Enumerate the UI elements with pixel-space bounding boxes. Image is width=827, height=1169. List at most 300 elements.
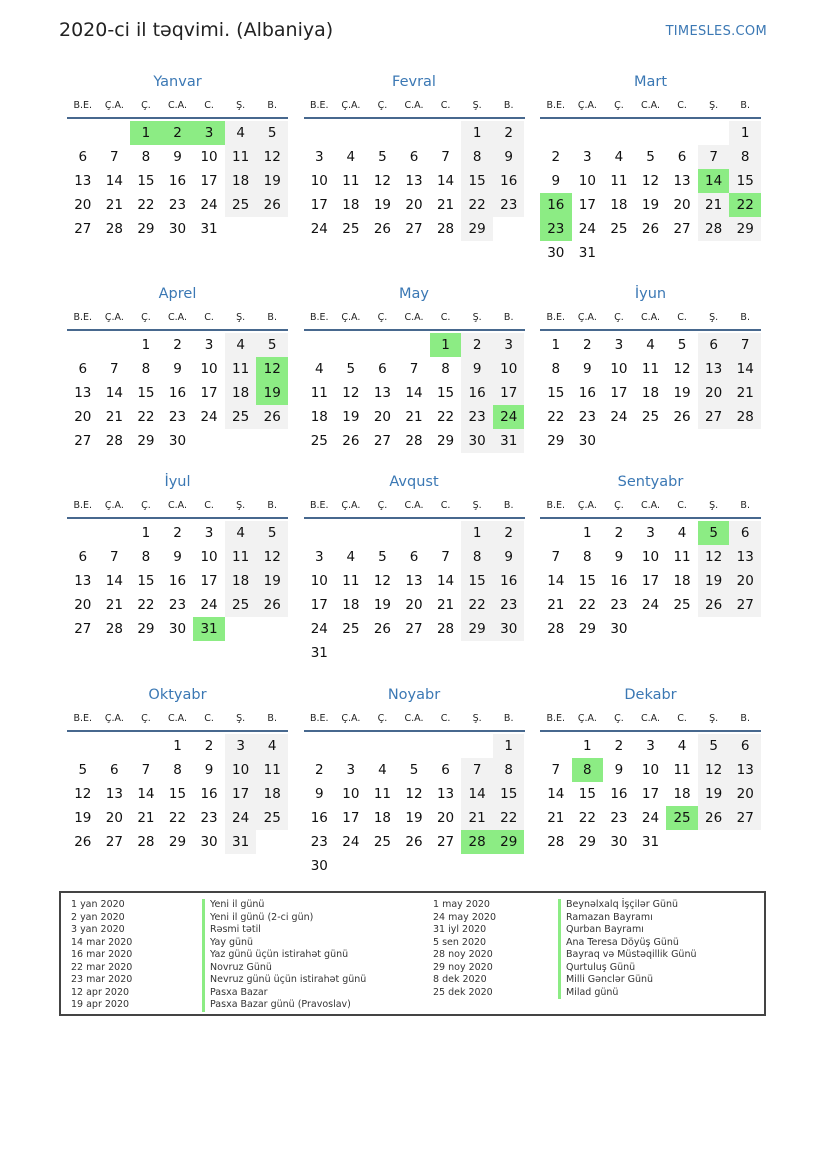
day-cell: 23 xyxy=(578,409,596,425)
day-cell: 15 xyxy=(137,173,155,189)
holiday-day-cell: 28 xyxy=(461,830,493,854)
legend-holiday-name: Yeni il günü (2-ci gün) xyxy=(202,912,417,925)
legend-holiday-name: Ramazan Bayramı xyxy=(558,912,773,925)
weekday-label: C. xyxy=(440,311,451,323)
day-cell: 21 xyxy=(547,597,565,613)
day-cell: 24 xyxy=(610,409,628,425)
day-cell: 17 xyxy=(493,381,525,405)
legend-holiday-name: Milad günü xyxy=(558,987,773,1000)
weekday-label: C.A. xyxy=(640,499,660,511)
day-cell: 2 xyxy=(551,149,561,165)
day-cell: 11 xyxy=(342,173,360,189)
day-cell: 8 xyxy=(583,549,592,565)
weekday-label: B. xyxy=(267,99,277,111)
day-cell: 9 xyxy=(583,361,592,377)
day-cell: 11 xyxy=(256,758,288,782)
empty-cell xyxy=(67,333,99,357)
day-cell: 9 xyxy=(493,545,525,569)
day-cell: 25 xyxy=(310,433,328,449)
holiday-day-cell: 8 xyxy=(572,758,604,782)
day-cell: 6 xyxy=(378,361,387,377)
day-cell: 17 xyxy=(578,197,596,213)
day-cell: 15 xyxy=(436,385,455,401)
day-cell: 2 xyxy=(173,337,182,353)
day-cell: 9 xyxy=(173,149,182,165)
days-grid xyxy=(304,121,525,241)
day-cell: 7 xyxy=(110,149,119,165)
empty-cell xyxy=(304,121,336,145)
day-cell: 29 xyxy=(578,834,596,850)
day-cell: 6 xyxy=(409,549,419,565)
day-cell: 25 xyxy=(610,221,628,237)
weekday-label: C. xyxy=(677,499,687,511)
day-cell: 23 xyxy=(610,597,628,613)
day-cell: 18 xyxy=(373,810,392,826)
day-cell: 10 xyxy=(641,549,660,565)
weekday-label: Ç. xyxy=(614,311,624,323)
day-cell: 24 xyxy=(342,834,360,850)
weekday-label: Ş. xyxy=(472,99,482,111)
day-cell: 23 xyxy=(493,593,525,617)
day-cell: 21 xyxy=(461,806,493,830)
day-cell: 30 xyxy=(547,245,565,261)
day-cell: 12 xyxy=(373,573,392,589)
day-cell: 24 xyxy=(200,597,218,613)
month-name: May xyxy=(399,286,429,302)
day-cell: 18 xyxy=(342,597,360,613)
day-cell: 17 xyxy=(200,173,218,189)
day-cell: 28 xyxy=(729,405,761,429)
day-cell: 21 xyxy=(436,597,455,613)
month-i̇yul xyxy=(67,471,288,684)
weekday-label: B.E. xyxy=(73,99,93,111)
empty-cell xyxy=(335,521,367,545)
day-cell: 12 xyxy=(256,545,288,569)
empty-cell xyxy=(461,734,493,758)
day-cell: 30 xyxy=(200,834,218,850)
empty-cell xyxy=(572,121,604,145)
day-cell: 22 xyxy=(168,810,187,826)
day-cell: 29 xyxy=(168,834,187,850)
day-cell: 17 xyxy=(225,782,257,806)
empty-cell xyxy=(666,121,698,145)
day-cell: 26 xyxy=(641,221,660,237)
legend-date: 14 mar 2020 xyxy=(71,936,133,948)
weekday-label: B. xyxy=(503,311,514,323)
day-cell: 26 xyxy=(373,621,392,637)
weekday-label: C. xyxy=(204,499,214,511)
days-grid xyxy=(67,734,288,854)
day-cell: 18 xyxy=(225,169,257,193)
day-cell: 6 xyxy=(78,149,88,165)
day-cell: 25 xyxy=(342,621,360,637)
day-cell: 18 xyxy=(673,786,691,802)
day-cell: 7 xyxy=(461,758,493,782)
day-cell: 17 xyxy=(342,810,360,826)
empty-cell xyxy=(67,521,99,545)
legend-date: 12 apr 2020 xyxy=(71,986,130,998)
day-cell: 7 xyxy=(551,762,561,778)
day-cell: 14 xyxy=(137,786,155,802)
day-cell: 29 xyxy=(137,433,155,449)
weekday-label: Ş. xyxy=(472,499,482,511)
holiday-day-cell: 16 xyxy=(540,193,572,217)
empty-cell xyxy=(304,333,336,357)
day-cell: 5 xyxy=(677,337,687,353)
day-cell: 27 xyxy=(729,806,761,830)
day-cell: 9 xyxy=(551,173,561,189)
weekday-label: B. xyxy=(267,499,277,511)
day-cell: 13 xyxy=(74,385,92,401)
legend-holiday-name: Pasxa Bazar xyxy=(202,987,417,1000)
weekday-label: C.A. xyxy=(404,99,424,111)
day-cell: 4 xyxy=(314,361,324,377)
day-cell: 20 xyxy=(373,409,392,425)
day-cell: 17 xyxy=(641,786,660,802)
weekday-label: C.A. xyxy=(404,311,424,323)
legend-date: 5 sen 2020 xyxy=(433,936,487,948)
day-cell: 14 xyxy=(105,385,123,401)
day-cell: 9 xyxy=(204,762,214,778)
day-cell: 12 xyxy=(373,173,392,189)
day-cell: 30 xyxy=(578,433,596,449)
legend-holiday-name: Ana Teresa Döyüş Günü xyxy=(558,937,773,950)
empty-cell xyxy=(367,521,399,545)
day-cell: 13 xyxy=(74,573,92,589)
weekday-label: B.E. xyxy=(546,99,566,111)
day-cell: 20 xyxy=(729,569,761,593)
month-name: Noyabr xyxy=(387,687,441,703)
day-cell: 18 xyxy=(673,573,691,589)
day-cell: 3 xyxy=(646,738,655,754)
page-title: 2020-ci il təqvimi. (Albaniya) xyxy=(59,19,334,41)
day-cell: 29 xyxy=(578,621,596,637)
day-cell: 27 xyxy=(698,405,730,429)
empty-cell xyxy=(304,734,336,758)
legend-holiday-name: Milli Gənclər Günü xyxy=(558,974,773,987)
empty-cell xyxy=(99,521,131,545)
day-cell: 7 xyxy=(698,145,730,169)
month-fevral xyxy=(304,71,525,283)
day-cell: 19 xyxy=(673,385,691,401)
empty-cell xyxy=(540,521,572,545)
weekday-header xyxy=(304,706,525,732)
weekday-label: Ç.A. xyxy=(341,99,361,111)
weekday-label: Ş. xyxy=(709,712,719,724)
holiday-day-cell: 1 xyxy=(430,333,462,357)
day-cell: 1 xyxy=(141,337,151,353)
day-cell: 7 xyxy=(141,762,151,778)
weekday-header xyxy=(540,305,761,331)
holiday-day-cell: 24 xyxy=(493,405,525,429)
day-cell: 23 xyxy=(200,810,218,826)
weekday-header xyxy=(67,706,288,732)
day-cell: 1 xyxy=(551,337,561,353)
day-cell: 26 xyxy=(256,193,288,217)
month-sentyabr xyxy=(540,471,761,684)
day-cell: 11 xyxy=(225,145,257,169)
empty-cell xyxy=(398,734,430,758)
day-cell: 27 xyxy=(373,433,392,449)
weekday-label: Ş. xyxy=(709,499,719,511)
weekday-label: C.A. xyxy=(167,499,187,511)
day-cell: 22 xyxy=(493,806,525,830)
day-cell: 9 xyxy=(314,786,324,802)
day-cell: 3 xyxy=(646,525,655,541)
day-cell: 22 xyxy=(547,409,565,425)
day-cell: 9 xyxy=(461,357,493,381)
day-cell: 19 xyxy=(74,810,92,826)
day-cell: 27 xyxy=(74,621,92,637)
empty-cell xyxy=(99,121,131,145)
weekday-label: Ş. xyxy=(709,99,719,111)
empty-cell xyxy=(367,734,399,758)
day-cell: 14 xyxy=(729,357,761,381)
empty-cell xyxy=(698,121,730,145)
day-cell: 18 xyxy=(225,569,257,593)
month-dekabr xyxy=(540,684,761,872)
day-cell: 28 xyxy=(105,621,123,637)
weekday-label: Ç.A. xyxy=(341,311,361,323)
month-mart xyxy=(540,71,761,283)
day-cell: 21 xyxy=(105,409,123,425)
day-cell: 15 xyxy=(137,573,155,589)
month-name: Yanvar xyxy=(153,74,202,90)
day-cell: 13 xyxy=(729,758,761,782)
empty-cell xyxy=(398,333,430,357)
day-cell: 15 xyxy=(547,385,565,401)
weekday-label: C.A. xyxy=(167,311,187,323)
day-cell: 21 xyxy=(137,810,155,826)
month-may xyxy=(304,283,525,471)
day-cell: 23 xyxy=(493,193,525,217)
day-cell: 1 xyxy=(583,525,592,541)
day-cell: 28 xyxy=(405,433,423,449)
day-cell: 26 xyxy=(698,593,730,617)
day-cell: 7 xyxy=(729,333,761,357)
day-cell: 25 xyxy=(373,834,392,850)
holiday-day-cell: 25 xyxy=(666,806,698,830)
day-cell: 7 xyxy=(110,361,119,377)
weekday-label: C. xyxy=(204,712,214,724)
day-cell: 7 xyxy=(409,361,419,377)
day-cell: 11 xyxy=(342,573,360,589)
day-cell: 1 xyxy=(583,738,592,754)
day-cell: 8 xyxy=(141,549,151,565)
day-cell: 15 xyxy=(461,569,493,593)
day-cell: 2 xyxy=(314,762,324,778)
day-cell: 28 xyxy=(436,621,455,637)
weekday-header xyxy=(540,93,761,119)
day-cell: 5 xyxy=(256,121,288,145)
day-cell: 26 xyxy=(673,409,691,425)
day-cell: 7 xyxy=(441,549,450,565)
day-cell: 3 xyxy=(614,337,624,353)
day-cell: 20 xyxy=(74,409,92,425)
legend-date: 29 noy 2020 xyxy=(433,961,493,973)
legend-date: 31 iyl 2020 xyxy=(433,924,487,936)
day-cell: 3 xyxy=(225,734,257,758)
holiday-day-cell: 22 xyxy=(729,193,761,217)
day-cell: 29 xyxy=(547,433,565,449)
holiday-day-cell: 23 xyxy=(540,217,572,241)
day-cell: 12 xyxy=(673,361,691,377)
day-cell: 8 xyxy=(551,361,561,377)
weekday-label: B.E. xyxy=(73,311,93,323)
weekday-label: B.E. xyxy=(310,99,329,111)
days-grid xyxy=(540,121,761,265)
day-cell: 12 xyxy=(74,786,92,802)
month-name: Dekabr xyxy=(624,687,677,703)
day-cell: 9 xyxy=(173,361,182,377)
day-cell: 16 xyxy=(493,169,525,193)
weekday-label: Ç. xyxy=(377,311,388,323)
day-cell: 13 xyxy=(405,573,423,589)
day-cell: 16 xyxy=(493,569,525,593)
day-cell: 28 xyxy=(137,834,155,850)
weekday-label: C. xyxy=(440,99,451,111)
day-cell: 7 xyxy=(441,149,450,165)
days-grid xyxy=(540,521,761,641)
day-cell: 14 xyxy=(547,573,565,589)
day-cell: 8 xyxy=(141,361,151,377)
day-cell: 2 xyxy=(583,337,592,353)
day-cell: 18 xyxy=(610,197,628,213)
day-cell: 10 xyxy=(310,173,328,189)
day-cell: 2 xyxy=(493,521,525,545)
day-cell: 28 xyxy=(436,221,455,237)
weekday-label: Ç.A. xyxy=(577,499,597,511)
day-cell: 12 xyxy=(698,545,730,569)
weekday-label: B. xyxy=(740,311,750,323)
day-cell: 21 xyxy=(698,193,730,217)
days-grid xyxy=(304,333,525,453)
legend-holiday-name: Nevruz günü üçün istirahət günü xyxy=(202,974,417,987)
weekday-label: Ş. xyxy=(236,712,246,724)
day-cell: 22 xyxy=(578,597,596,613)
holiday-legend xyxy=(59,891,766,1016)
weekday-label: Ç. xyxy=(377,99,388,111)
day-cell: 4 xyxy=(346,149,356,165)
weekday-label: C. xyxy=(677,311,687,323)
weekday-label: B.E. xyxy=(73,712,93,724)
day-cell: 19 xyxy=(373,197,392,213)
empty-cell xyxy=(635,121,667,145)
legend-date: 1 yan 2020 xyxy=(71,899,125,910)
weekday-label: Ç.A. xyxy=(577,712,597,724)
day-cell: 23 xyxy=(310,834,328,850)
weekday-label: Ç.A. xyxy=(104,311,124,323)
day-cell: 28 xyxy=(547,621,565,637)
day-cell: 15 xyxy=(578,786,596,802)
day-cell: 5 xyxy=(256,333,288,357)
empty-cell xyxy=(430,734,462,758)
day-cell: 6 xyxy=(78,549,88,565)
weekday-label: Ç.A. xyxy=(577,99,597,111)
day-cell: 17 xyxy=(200,385,218,401)
day-cell: 2 xyxy=(461,333,493,357)
empty-cell xyxy=(335,333,367,357)
day-cell: 9 xyxy=(493,145,525,169)
day-cell: 2 xyxy=(493,121,525,145)
weekday-header xyxy=(304,93,525,119)
weekday-header xyxy=(540,493,761,519)
day-cell: 9 xyxy=(614,762,624,778)
month-name: Sentyabr xyxy=(617,474,684,490)
day-cell: 10 xyxy=(225,758,257,782)
day-cell: 13 xyxy=(405,173,423,189)
day-cell: 20 xyxy=(405,597,423,613)
day-cell: 18 xyxy=(641,385,660,401)
day-cell: 8 xyxy=(441,361,450,377)
legend-right-names xyxy=(558,899,773,999)
day-cell: 17 xyxy=(610,385,628,401)
empty-cell xyxy=(130,734,162,758)
day-cell: 12 xyxy=(698,758,730,782)
day-cell: 24 xyxy=(200,409,218,425)
day-cell: 13 xyxy=(698,357,730,381)
day-cell: 16 xyxy=(168,573,187,589)
day-cell: 11 xyxy=(225,545,257,569)
day-cell: 29 xyxy=(137,221,155,237)
day-cell: 15 xyxy=(578,573,596,589)
day-cell: 3 xyxy=(204,525,214,541)
day-cell: 19 xyxy=(698,569,730,593)
legend-holiday-name: Bayraq və Müstəqillik Günü xyxy=(558,949,773,962)
empty-cell xyxy=(367,121,399,145)
day-cell: 8 xyxy=(493,758,525,782)
weekday-header xyxy=(540,706,761,732)
day-cell: 30 xyxy=(493,617,525,641)
day-cell: 26 xyxy=(405,834,423,850)
day-cell: 22 xyxy=(137,197,155,213)
day-cell: 18 xyxy=(225,381,257,405)
weekday-label: C.A. xyxy=(404,712,424,724)
day-cell: 6 xyxy=(110,762,119,778)
day-cell: 3 xyxy=(346,762,356,778)
holiday-day-cell: 31 xyxy=(193,617,225,641)
day-cell: 10 xyxy=(200,149,218,165)
legend-holiday-name: Yay günü xyxy=(202,937,417,950)
days-grid xyxy=(67,333,288,453)
day-cell: 19 xyxy=(373,597,392,613)
empty-cell xyxy=(540,734,572,758)
legend-left-names xyxy=(202,899,417,1012)
weekday-label: B. xyxy=(740,499,750,511)
day-cell: 26 xyxy=(373,221,392,237)
day-cell: 31 xyxy=(578,245,596,261)
legend-date: 23 mar 2020 xyxy=(71,974,133,986)
day-cell: 20 xyxy=(74,197,92,213)
day-cell: 11 xyxy=(610,173,628,189)
empty-cell xyxy=(540,121,572,145)
day-cell: 10 xyxy=(200,361,218,377)
day-cell: 25 xyxy=(225,193,257,217)
empty-cell xyxy=(99,734,131,758)
day-cell: 31 xyxy=(225,830,257,854)
days-grid xyxy=(67,121,288,241)
weekday-label: Ç.A. xyxy=(341,712,361,724)
day-cell: 19 xyxy=(641,197,660,213)
day-cell: 25 xyxy=(641,409,660,425)
day-cell: 14 xyxy=(105,173,123,189)
day-cell: 26 xyxy=(256,593,288,617)
site-logo[interactable]: TIMESLES.COM xyxy=(665,24,767,39)
day-cell: 16 xyxy=(578,385,596,401)
day-cell: 27 xyxy=(729,593,761,617)
day-cell: 24 xyxy=(578,221,596,237)
day-cell: 4 xyxy=(346,549,356,565)
